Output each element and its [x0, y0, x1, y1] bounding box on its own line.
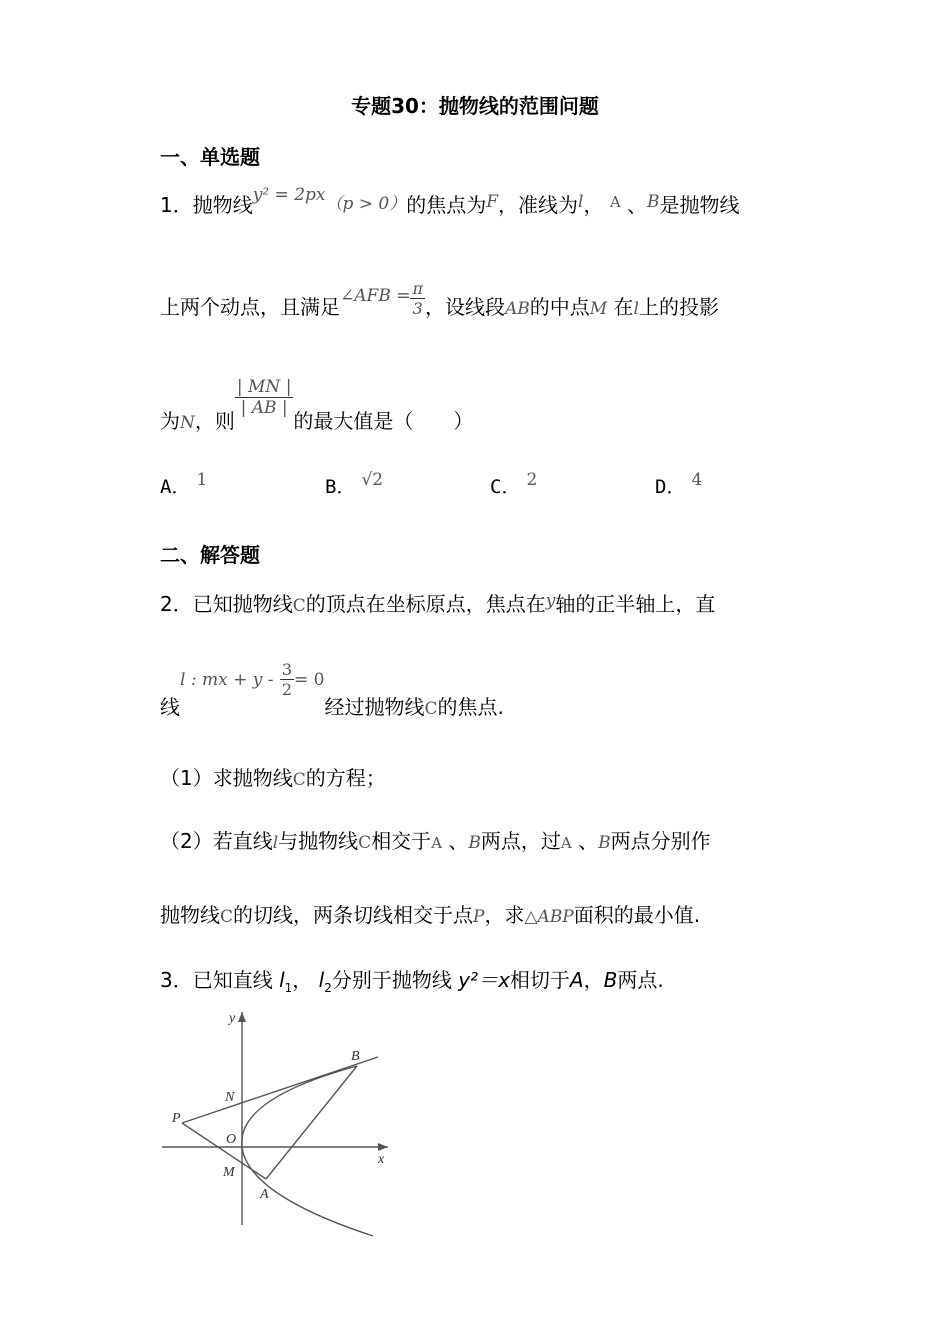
label-a: A	[260, 1187, 269, 1202]
parabola-equation: y²＝x	[458, 968, 510, 992]
question-number: 3．	[160, 968, 193, 992]
question-2-part-2-line-2: 抛物线C的切线，两条切线相交于点P，求△ABP面积的最小值.	[160, 903, 701, 927]
x-axis-arrow	[378, 1143, 388, 1151]
ratio-mn-ab: $\frac{| MN |}{| AB |}$	[236, 377, 292, 418]
parabola-equation: y² = 2px	[252, 185, 326, 205]
question-number: 2．	[160, 592, 193, 616]
condition: （p > 0）	[325, 194, 407, 214]
tangent-line-pb	[182, 1057, 378, 1123]
chord-ab	[266, 1066, 357, 1179]
question-2-part-1: （1）求抛物线C的方程；	[160, 766, 386, 790]
question-number: 1．	[160, 193, 193, 217]
question-2-part-2-line-1: （2）若直线l与抛物线C相交于A 、B两点，过A 、B两点分别作	[160, 829, 711, 853]
question-2-line-2: 线l : mx + y - $\frac{3}{2}$ = 0经过抛物线$_C$的焦点.	[160, 660, 504, 719]
label-p: P	[172, 1111, 181, 1126]
label-x: x	[378, 1152, 385, 1167]
parabola-curve	[242, 1066, 373, 1236]
label-m: M	[223, 1165, 235, 1180]
label-b: B	[351, 1049, 360, 1064]
pi-over-3: $\frac{\pi}{3}$	[412, 279, 423, 318]
section-heading-single-choice: 一、单选题	[160, 145, 260, 169]
line-equation: l : mx + y -	[180, 670, 274, 690]
question-2-line-1: 2．已知抛物线C的顶点在坐标原点，焦点在$^y$轴的正半轴上，直	[160, 591, 716, 616]
label-y: y	[229, 1011, 236, 1026]
label-n: N	[225, 1090, 235, 1105]
y-axis-arrow	[238, 1012, 246, 1022]
option-d[interactable]: D． 4	[655, 470, 703, 498]
question-1-line-3: 为$_N$，则 $\frac{| MN |}{| AB |}$ 的最大值是（ ）	[160, 377, 474, 433]
question-1-line-2: 上两个动点，且满足$^{\angle AFB =}$ $\frac{\pi}{3}$ ，设线段AB的中点M 在l上的投影	[160, 279, 719, 319]
question-1-line-1: 1．抛物线$^{y^2 = 2px}$（p > 0）的焦点为$^F$，准线为$^l$， $^A$ 、$^B$是抛物线	[160, 185, 740, 217]
question-3-line-1: 3．已知直线 $l_1$， $l_2$分别于抛物线 y²＝x相切于A，B两点.	[160, 968, 664, 995]
option-c[interactable]: C． 2	[490, 470, 538, 498]
angle-condition: ∠AFB =	[340, 286, 411, 306]
page-title: 专题30：抛物线的范围问题	[351, 94, 599, 118]
label-o: O	[226, 1132, 237, 1147]
section-heading-answer: 二、解答题	[160, 543, 260, 567]
option-b[interactable]: B． √2	[325, 470, 384, 498]
option-a[interactable]: A． 1	[160, 470, 208, 498]
